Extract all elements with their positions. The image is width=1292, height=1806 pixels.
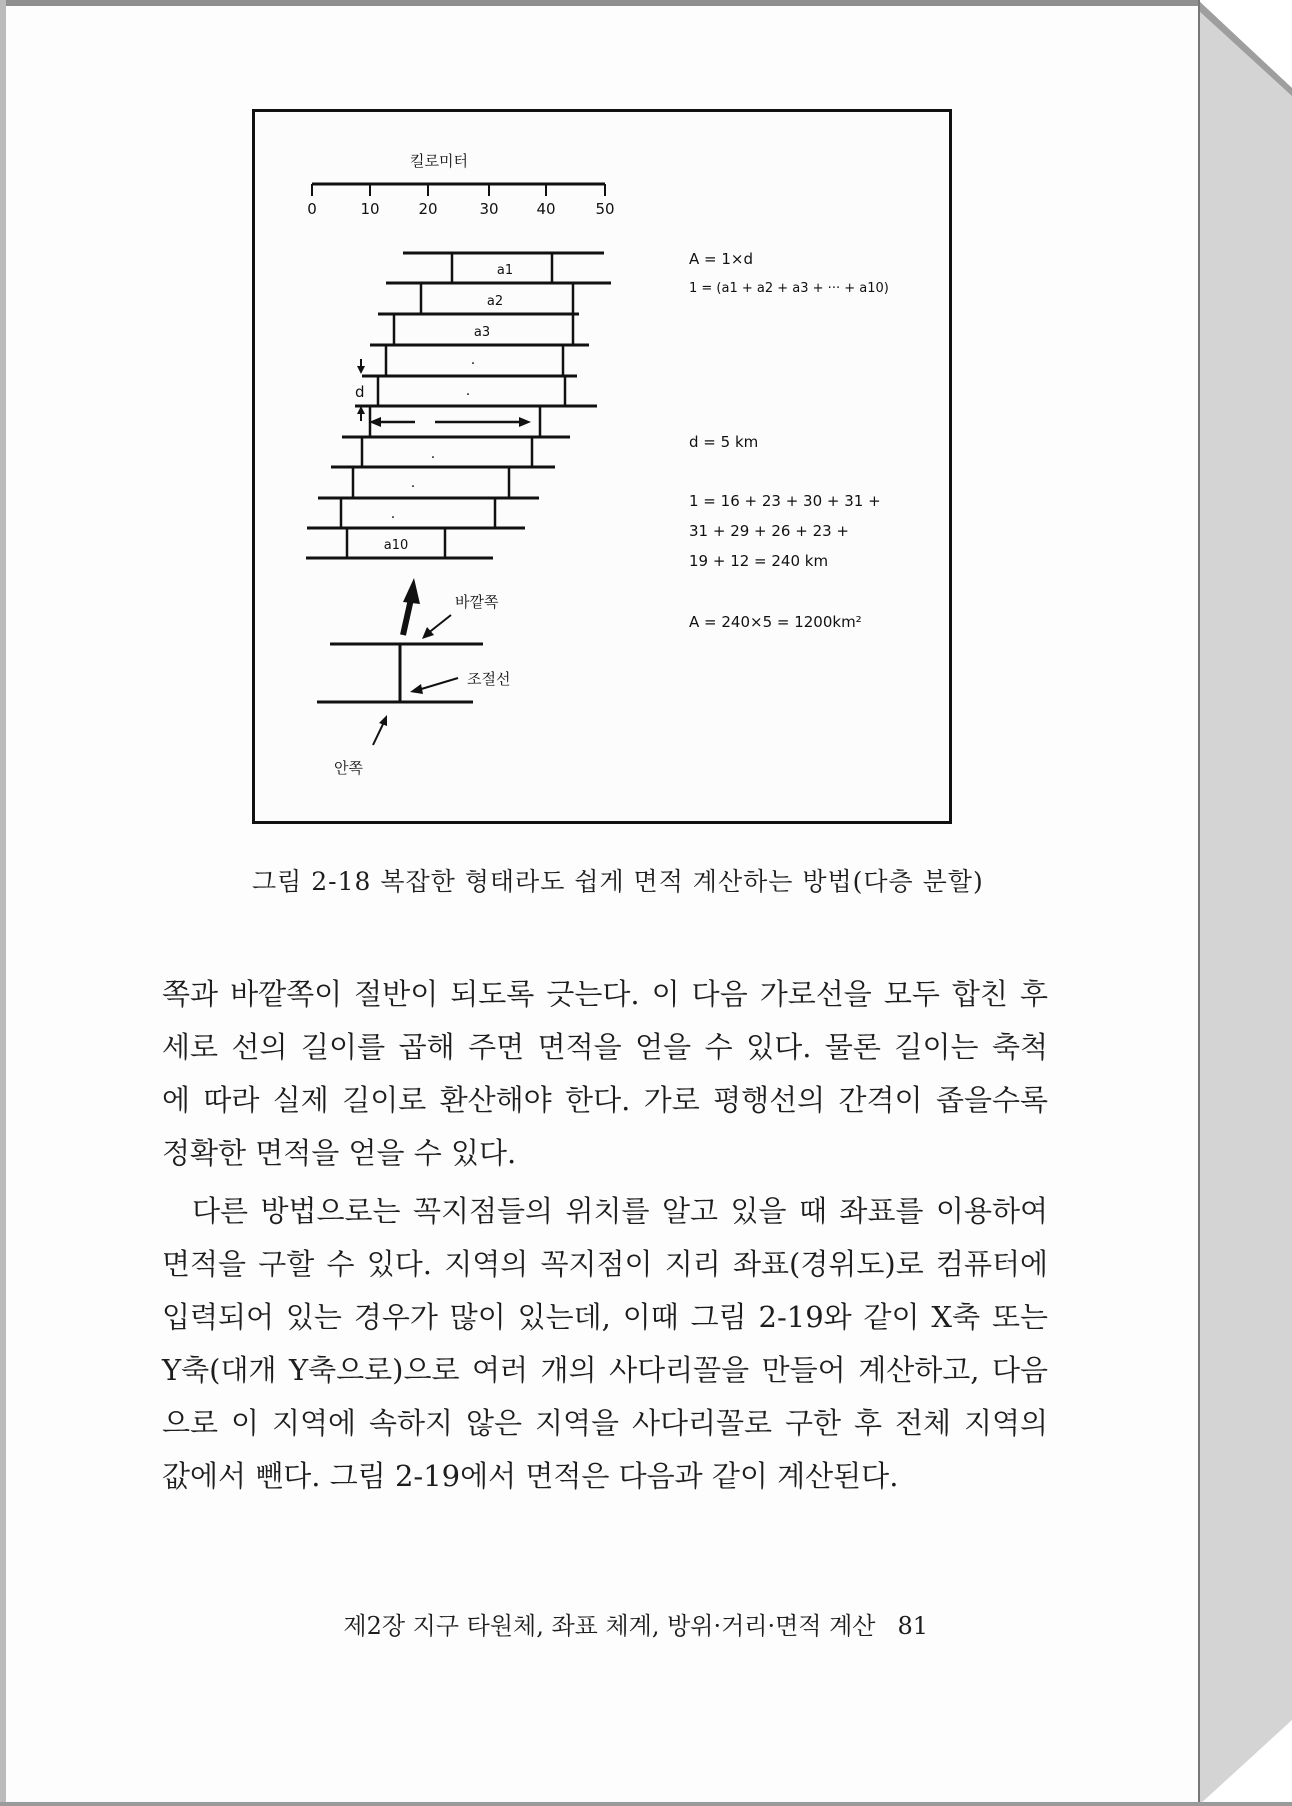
scale-tick-30: 30 bbox=[479, 200, 499, 218]
paragraph-1-line: 정확한 면적을 얻을 수 있다. bbox=[162, 1136, 517, 1170]
paragraph-1 bbox=[162, 968, 1048, 1180]
paragraph-2-line: Y축(대개 Y축으로)으로 여러 개의 사다리꼴을 만들어 계산하고, 다음 bbox=[162, 1353, 1048, 1387]
figure-caption: 그림 2-18 복잡한 형태라도 쉽게 면적 계산하는 방법(다층 분할) bbox=[252, 867, 984, 896]
page-number: 81 bbox=[897, 1612, 928, 1640]
outside-direction-arrow bbox=[403, 578, 420, 635]
strip-label-8: . bbox=[410, 475, 416, 491]
d-label: d bbox=[355, 383, 365, 401]
formula-area: A = 1×d bbox=[689, 250, 753, 268]
strip-label-a1: a1 bbox=[496, 263, 514, 278]
outside-label: 바깥쪽 bbox=[455, 593, 499, 611]
paragraph-2 bbox=[162, 1185, 1048, 1503]
page-edge-bottom bbox=[0, 1802, 1292, 1806]
paragraph-2-line: 으로 이 지역에 속하지 않은 지역을 사다리꼴로 구한 후 전체 지역의 bbox=[162, 1406, 1048, 1440]
scale-bar bbox=[312, 184, 605, 196]
control-line-diagram bbox=[317, 644, 483, 702]
formula-result: A = 240×5 = 1200km² bbox=[689, 613, 862, 631]
scale-tick-20: 20 bbox=[418, 200, 438, 218]
paragraph-2-line: 다른 방법으로는 꼭지점들의 위치를 알고 있을 때 좌표를 이용하여 bbox=[192, 1194, 1048, 1228]
inside-label: 안쪽 bbox=[334, 759, 363, 777]
paragraph-1-line: 세로 선의 길이를 곱해 주면 면적을 얻을 수 있다. 물론 길이는 축척 bbox=[162, 1030, 1048, 1064]
strip-length-arrow bbox=[369, 417, 531, 427]
body-text bbox=[162, 968, 1048, 1503]
book-spine-edge bbox=[1198, 0, 1292, 1806]
formula-length: 1 = (a1 + a2 + a3 + ··· + a10) bbox=[689, 281, 889, 296]
formula-sum-line-1: 1 = 16 + 23 + 30 + 31 + bbox=[689, 492, 881, 510]
figure-diagram bbox=[255, 112, 955, 827]
paragraph-1-line: 에 따라 실제 길이로 환산해야 한다. 가로 평행선의 간격이 좁을수록 bbox=[162, 1083, 1048, 1117]
formula-sum-line-3: 19 + 12 = 240 km bbox=[689, 552, 829, 570]
footer-chapter-title: 제2장 지구 타원체, 좌표 체계, 방위·거리·면적 계산 bbox=[343, 1612, 876, 1640]
scale-tick-10: 10 bbox=[360, 200, 380, 218]
control-line-pointer-arrow bbox=[410, 678, 458, 694]
inside-pointer-arrow bbox=[373, 715, 387, 745]
scale-title: 킬로미터 bbox=[410, 152, 468, 170]
strip-label-a3: a3 bbox=[473, 325, 491, 340]
control-line-label: 조절선 bbox=[467, 670, 511, 688]
strip-label-5: . bbox=[465, 383, 471, 399]
strip-label-7: . bbox=[430, 446, 436, 462]
scale-tick-0: 0 bbox=[307, 200, 317, 218]
page-edge-top bbox=[0, 0, 1200, 6]
formula-sum-line-2: 31 + 29 + 26 + 23 + bbox=[689, 522, 849, 540]
paragraph-2-line: 값에서 뺀다. 그림 2-19에서 면적은 다음과 같이 계산된다. bbox=[162, 1459, 899, 1493]
strip-label-a10: a10 bbox=[383, 538, 409, 553]
paragraph-2-line: 입력되어 있는 경우가 많이 있는데, 이때 그림 2-19와 같이 X축 또는 bbox=[162, 1300, 1048, 1334]
paragraph-1-line: 쪽과 바깥쪽이 절반이 되도록 긋는다. 이 다음 가로선을 모두 합친 후 bbox=[162, 977, 1048, 1011]
paragraph-2-line: 면적을 구할 수 있다. 지역의 꼭지점이 지리 좌표(경위도)로 컴퓨터에 bbox=[162, 1247, 1048, 1281]
formula-d-value: d = 5 km bbox=[689, 433, 759, 451]
scale-tick-40: 40 bbox=[536, 200, 556, 218]
figure-2-18 bbox=[252, 109, 952, 824]
strip-label-a2: a2 bbox=[486, 294, 504, 309]
outside-pointer-arrow bbox=[422, 615, 451, 639]
strip-label-9: . bbox=[390, 506, 396, 522]
scale-tick-50: 50 bbox=[595, 200, 615, 218]
running-footer bbox=[343, 1606, 928, 1641]
page-edge-left bbox=[0, 0, 6, 1806]
strip-label-4: . bbox=[470, 352, 476, 368]
